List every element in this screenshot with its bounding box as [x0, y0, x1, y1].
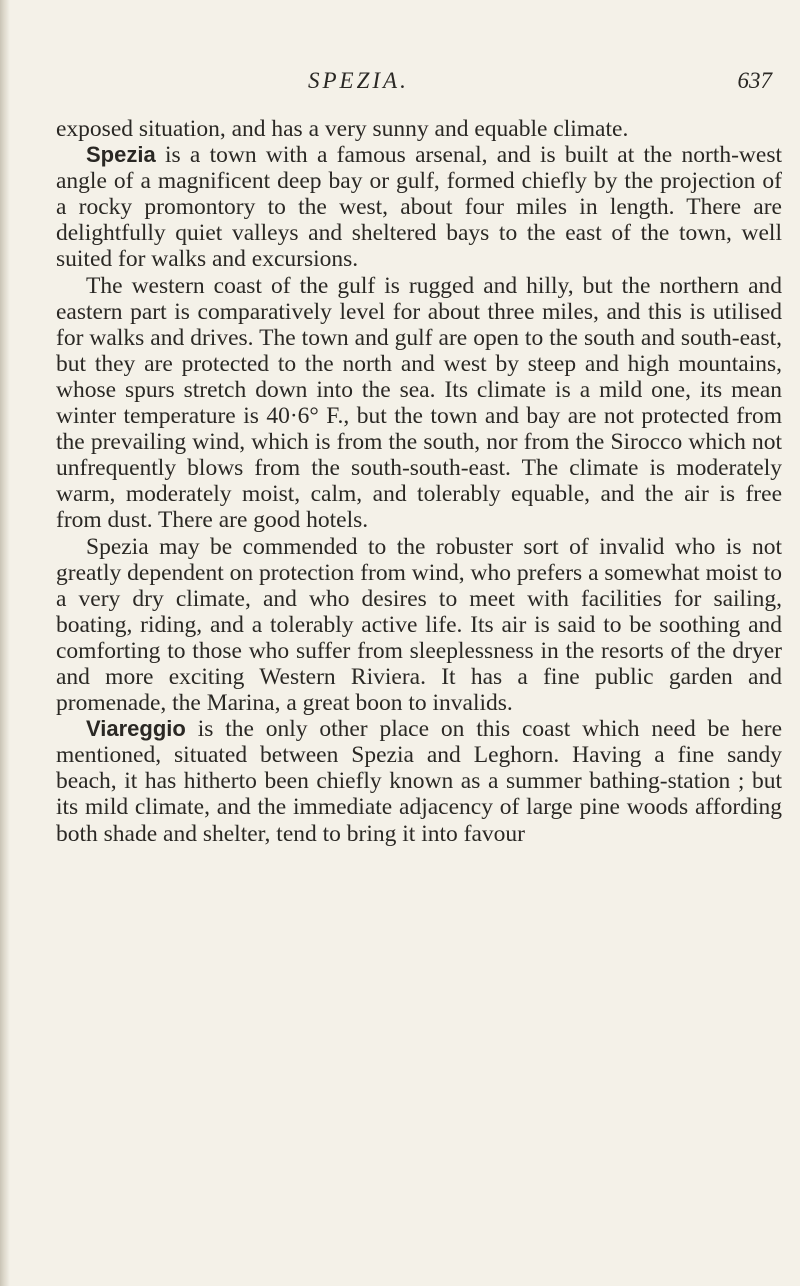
- page-binding-edge: [0, 0, 10, 1286]
- paragraph-text: Spezia may be commended to the robuster sort of invalid who is not greatly dependent on protection from wind, who prefers a somewhat moist to a very dry climate, and who desires to meet with facilities for sailing, boating, riding, and a tolerably active life. Its air is said to be soothing and comforting to those who suffer from sleeplessness in the resorts of the dryer and more exciting Western Riviera. It has a fine public garden and promenade, the Marina, a great boon to invalids.: [56, 533, 782, 717]
- paragraph-lead-spezia: Spezia: [86, 142, 156, 168]
- paragraph-text: The western coast of the gulf is rugged and hilly, but the northern and eastern part is comparatively level for about three miles, and this is utilised for walks and drives. The town and gulf are open to the south and south-east, but they are protected to the north and west by steep and high mountains, whose spurs stretch down into the sea. Its climate is a mild one, its mean winter temperature is 40·6° F., but the town and bay are not protected from the prevailing wind, which is from the south, nor from the Sirocco which not unfrequently blows from the south-south-east. The climate is moderately warm, moderately moist, calm, and tolerably equable, and the air is free from dust. There are good hotels.: [56, 272, 782, 534]
- page-header: [0, 58, 800, 98]
- paragraph-text: is the only other place on this coast which need be here mentioned, situated between Spezia and Leghorn. Having a fine sandy beach, it has hitherto been chiefly known as a summer bathing-station ; but its mild climate, and the immediate adjacency of large pine woods affording both shade and shelter, tend to bring it into favour: [56, 716, 782, 847]
- running-title: SPEZIA.: [308, 68, 409, 93]
- paragraph-viareggio: [56, 716, 782, 846]
- page-number: 637: [737, 68, 772, 93]
- body-text: [56, 116, 782, 847]
- paragraph-text: is a town with a famous arsenal, and is built at the north-west angle of a magnificent deep bay or gulf, formed chiefly by the projection of a rocky promontory to the west, about four miles in length. There are delightfully quiet valleys and sheltered bays to the east of the town, well suited for walks and excursions.: [56, 142, 782, 273]
- paragraph-text: exposed situation, and has a very sunny and equable climate.: [56, 116, 629, 142]
- paragraph-continuation: [56, 116, 782, 142]
- paragraph-western-coast: [56, 273, 782, 534]
- paragraph-lead-viareggio: Viareggio: [86, 716, 186, 742]
- paragraph-spezia: [56, 142, 782, 272]
- paragraph-recommendation: [56, 534, 782, 717]
